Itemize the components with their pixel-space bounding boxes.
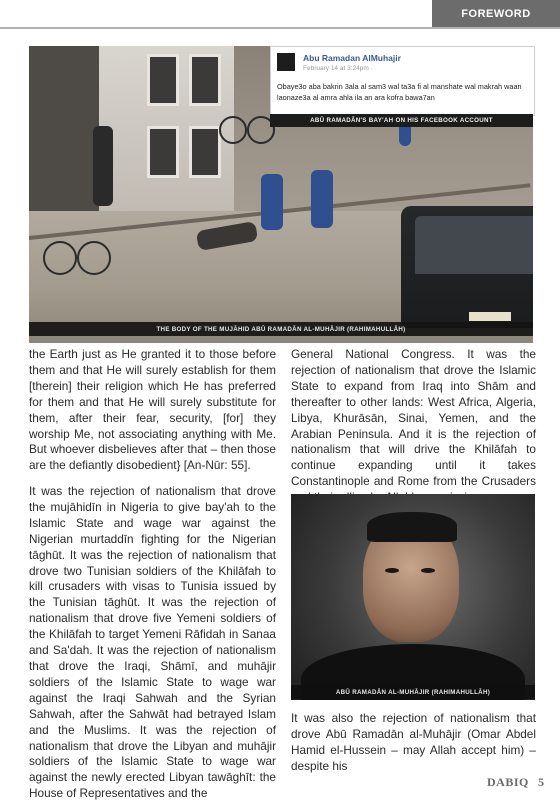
bicycle (43, 241, 77, 275)
avatar (277, 53, 295, 71)
post-date: February 14 at 3:24pm · (303, 65, 373, 72)
top-photo-caption (29, 322, 533, 336)
portrait-caption-text: ABŪ RAMADĀN AL-MUHĀJIR (RAHIMAHULLĀH) (335, 688, 491, 696)
paragraph-text: It was also the rejection of nationalism that drove Abū Ramadān al-Muhājir (Omar Abdel Hamid el-Hussein – may Allah accept him) – despite his (291, 711, 536, 773)
section-header-tab (432, 0, 560, 27)
officer-figure (93, 126, 113, 206)
left-column-paragraph-1 (29, 347, 276, 474)
portrait-hair (367, 512, 457, 542)
photo-window (189, 54, 221, 106)
right-column-paragraph-2 (291, 711, 536, 775)
portrait-eye (385, 568, 399, 573)
paragraph-text: It was the rejection of nationalism that drove the mujāhidīn in Nigeria to give bay'ah to the Islamic State and wage war against the Nigerian murtaddīn fighting for the Nigerian tāghūt. It was the rejection of nationalism that drove two Tunisian soldiers of the Khilāfah to kill crusaders with visas to Tunisia issued by the Tunisian tāghūt. It was the rejection of nationalism that drove five Yemeni soldiers of the Khilāfah to target Yemeni Rāfidah in Sanaa and Sa'dah. It was the rejection of nationalism that drove the Iraqi, Shāmī, and muhājir soldiers of the Islamic State to wage war against the Iraqi Sahwah and the Syrian Sahwah, after the Sahwāt had betrayed Islam and the Muslims. It was the rejection of nationalism that drove the Libyan and muhājir soldiers of the Islamic State to wage war against the newly erected Libyan tawāghīt: the House of Representatives and the (29, 484, 276, 801)
bicycle (219, 116, 247, 144)
left-column-paragraph-2 (29, 484, 276, 802)
portrait-caption (291, 685, 535, 699)
section-title: FOREWORD (461, 7, 531, 20)
photo-window (147, 126, 179, 178)
paragraph-text: the Earth just as He granted it to those before them and that He will surely establish for them [therein] their religion which He has preferred for them and that He will surely substitute for them, after their fear, security, [for] they worship Me, not associating anything with Me. But whoever disbelieves after that – then those are the defiantly disobedient} [An-Nūr: 55]. (29, 347, 276, 473)
photo-window (189, 126, 221, 178)
header-divider (0, 27, 560, 29)
facebook-caption (270, 114, 533, 127)
post-text: Obaye3o aba bakrin 3ala al sam3 wal ta3a fi al manshate wal makrah waan laonaze3a al amra ahla ila an ara kofra bawa7an (277, 82, 522, 102)
facebook-caption-text: ABŪ RAMADĀN'S BAY'AH ON HIS FACEBOOK ACCOUNT (310, 117, 493, 124)
facebook-post-card (270, 46, 535, 116)
portrait-eye (421, 568, 435, 573)
license-plate (469, 312, 511, 321)
paragraph-text: General National Congress. It was the rejection of nationalism that drove the Islamic State to expand from Iraq into Shām and thereafter to other lands: West Africa, Algeria, Libya, Khurāsān, Sinai, Yemen, and the Arabian Peninsula. And it is the rejection of nationalism that will drive the Khilāfah to continue expanding until it takes Constantinople and Rome from the Crusaders (291, 347, 536, 489)
page-number: 5 (538, 775, 544, 789)
bicycle (77, 241, 111, 275)
portrait-photo (291, 494, 535, 700)
investigator-figure (311, 170, 333, 228)
post-author: Abu Ramadan AlMuhajir (303, 53, 401, 63)
right-column-paragraph-1 (291, 347, 536, 506)
investigator-figure (261, 174, 283, 230)
top-photo-caption-text: THE BODY OF THE MUJĀHID ABŪ RAMADĀN AL-MUHĀJIR (RAHIMAHULLĀH) (156, 325, 406, 333)
van-window (415, 216, 533, 274)
photo-window (147, 54, 179, 106)
magazine-name: DABIQ (487, 775, 529, 789)
